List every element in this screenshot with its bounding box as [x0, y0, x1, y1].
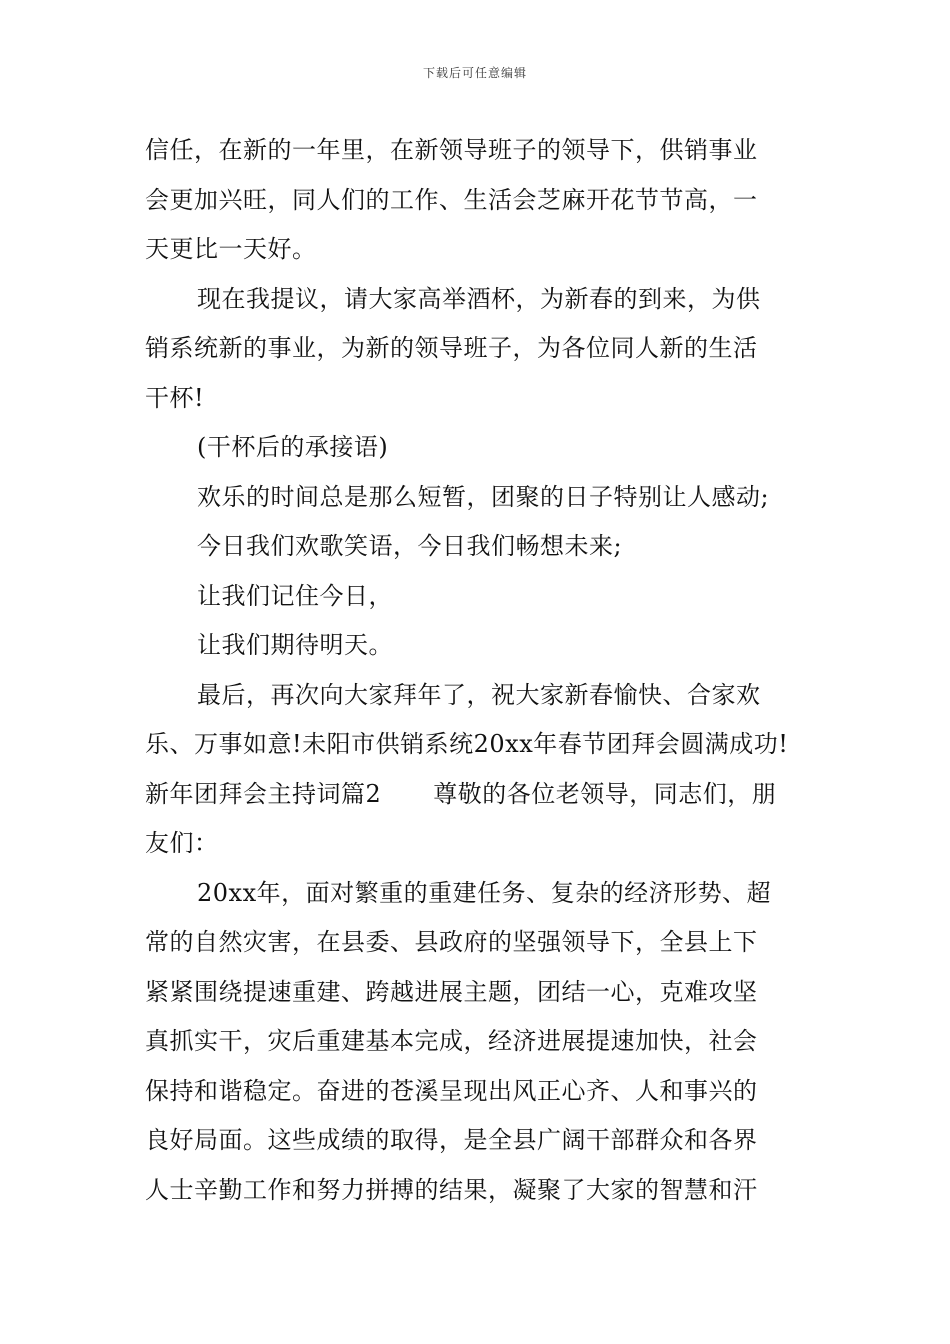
text-line: 销系统新的事业，为新的领导班子，为各位同人新的生活 — [145, 334, 758, 362]
text-line: 让我们期待明天。 — [197, 631, 393, 659]
greeting-text: 尊敬的各位老领导，同志们，朋 — [433, 779, 777, 808]
text-line-with-heading — [145, 770, 815, 820]
text-line: (干杯后的承接语) — [197, 433, 389, 461]
document-body — [145, 126, 815, 1215]
text-line: 天更比一天好。 — [145, 235, 317, 263]
text-line: 今日我们欢歌笑语，今日我们畅想未来; — [197, 532, 623, 560]
page-header: 下载后可任意编辑 — [422, 66, 527, 80]
text-line: 良好局面。这些成绩的取得，是全县广阔干部群众和各界 — [145, 1126, 758, 1154]
text-line: 人士辛勤工作和努力拼搏的结果，凝聚了大家的智慧和汗 — [145, 1175, 758, 1204]
text-line: 欢乐的时间总是那么短暂，团聚的日子特别让人感动; — [197, 482, 770, 511]
text-line: 现在我提议，请大家高举酒杯，为新春的到来，为供 — [197, 284, 761, 313]
text-line: 干杯! — [145, 383, 205, 412]
text-line: 友们： — [145, 829, 219, 857]
text-line: 乐、万事如意!未阳市供销系统20xx年春节团拜会圆满成功! — [145, 730, 789, 758]
text-line: 会更加兴旺，同人们的工作、生活会芝麻开花节节高，一 — [145, 185, 758, 214]
section-heading: 新年团拜会主持词篇2 — [145, 779, 382, 808]
text-line: 保持和谐稳定。奋进的苍溪呈现出风正心齐、人和事兴的 — [145, 1076, 758, 1105]
text-line: 真抓实干，灾后重建基本完成，经济进展提速加快，社会 — [145, 1027, 758, 1055]
text-line: 常的自然灾害，在县委、县政府的坚强领导下，全县上下 — [145, 928, 758, 956]
text-line: 信任，在新的一年里，在新领导班子的领导下，供销事业 — [145, 136, 758, 164]
text-line: 最后，再次向大家拜年了，祝大家新春愉快、合家欢 — [197, 680, 761, 709]
text-line: 紧紧围绕提速重建、跨越进展主题，团结一心，克难攻坚 — [145, 977, 758, 1006]
text-line: 20xx年，面对繁重的重建任务、复杂的经济形势、超 — [197, 878, 772, 907]
text-line: 让我们记住今日， — [197, 581, 393, 610]
